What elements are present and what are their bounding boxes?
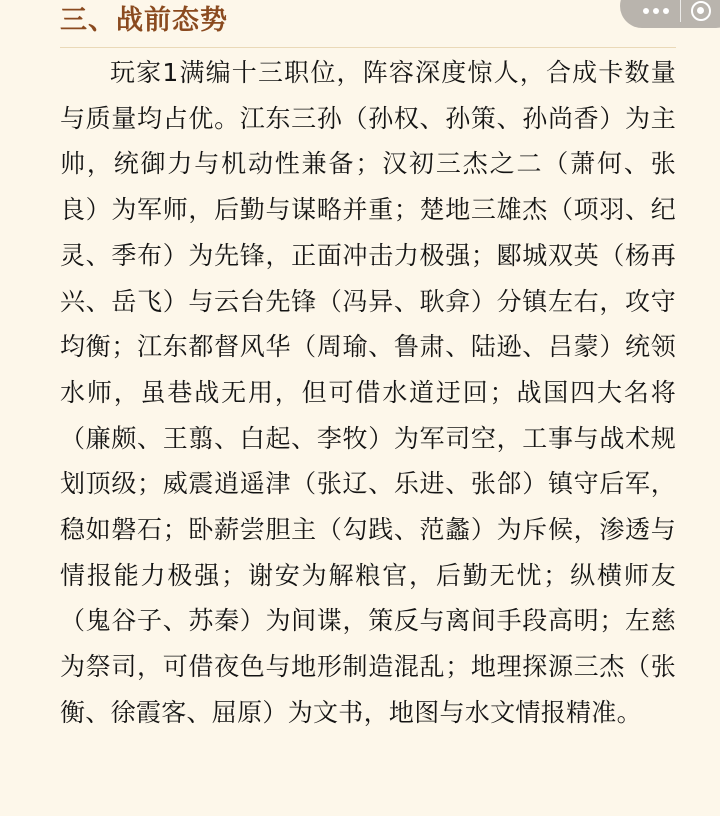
section-title: 三、战前态势 [60,5,228,36]
more-dots-icon[interactable] [636,8,676,14]
capsule-separator [680,0,681,22]
close-circle-icon[interactable] [691,1,711,21]
title-divider [60,47,676,48]
body-paragraph: 玩家1满编十三职位，阵容深度惊人，合成卡数量与质量均占优。江东三孙（孙权、孙策、孙尚香）为主帅，统御力与机动性兼备；汉初三杰之二（萧何、张良）为军师，后勤与谋略并重；楚地三雄杰（项羽、纪灵、季布）为先锋，正面冲击力极强；郾城双英（杨再兴、岳飞）与云台先锋（冯异、耿弇）分镇左右，攻守均衡；江东都督风华（周瑜、鲁肃、陆逊、吕蒙）统领水师，虽巷战无用，但可借水道迂回；战国四大名将（廉颇、王翦、白起、李牧）为军司空，工事与战术规划顶级；威震逍遥津（张辽、乐进、张郃）镇守后军，稳如磐石；卧薪尝胆主（勾践、范蠡）为斥候，渗透与情报能力极强；谢安为解粮官，后勤无忧；纵横师友（鬼谷子、苏秦）为间谍，策反与离间手段高明；左慈为祭司，可借夜色与地形制造混乱；地理探源三杰（张衡、徐霞客、屈原）为文书，地图与水文情报精准。 [60,58,676,727]
mini-program-capsule [620,0,720,28]
